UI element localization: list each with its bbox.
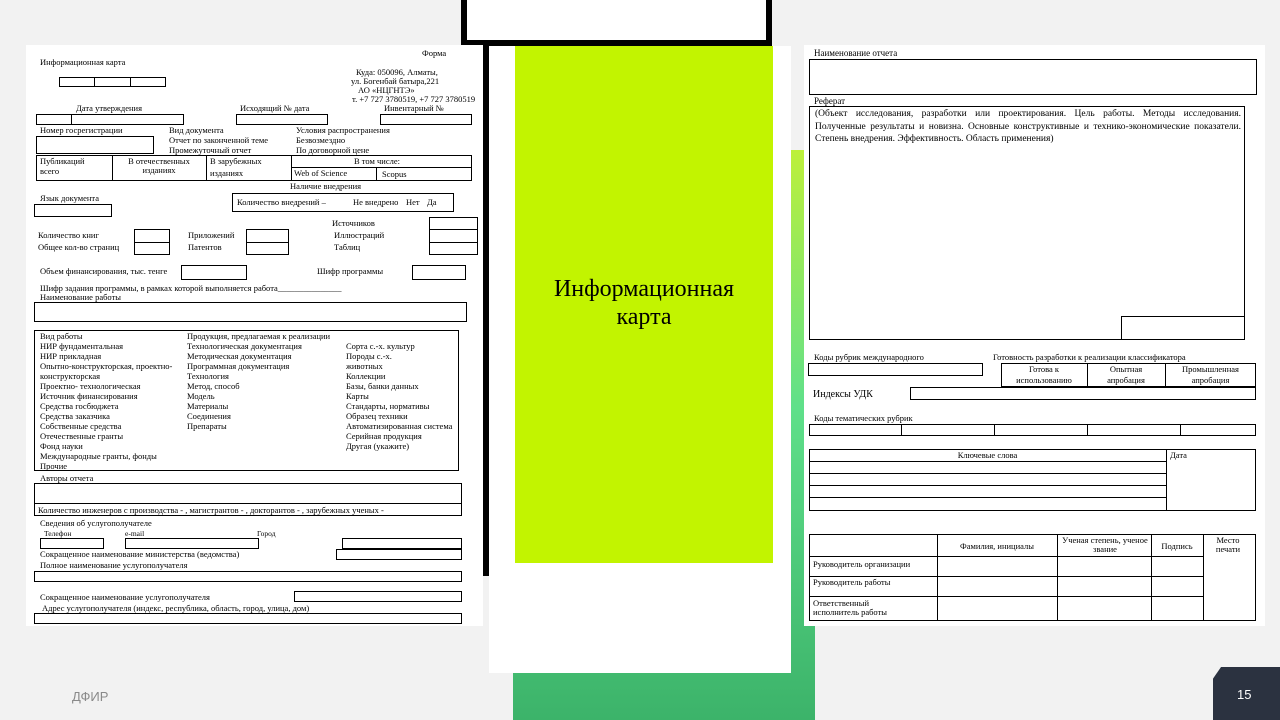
city-field[interactable]: [342, 538, 462, 549]
sources-field[interactable]: [429, 217, 478, 255]
product-item: Метод, способ: [187, 381, 240, 391]
work-type-item: Опытно-конструкторская, проектно-: [40, 361, 173, 371]
pilot-1: Опытная: [1109, 364, 1143, 374]
ministry-short-label: Сокращенное наименование министерства (ведомства): [40, 549, 240, 559]
impl-count-label: Количество внедрений –: [237, 197, 326, 207]
state-reg-field[interactable]: [36, 136, 154, 154]
doc-type-label: Вид документа: [169, 125, 224, 135]
incl-label: В том числе:: [354, 156, 400, 166]
industrial-2: апробация: [1191, 375, 1230, 385]
email-label: e-mail: [125, 529, 145, 538]
intl-codes-field[interactable]: [808, 363, 983, 376]
product-item: животных: [346, 361, 383, 371]
ready-use-2: использованию: [1016, 375, 1072, 385]
doc-type-final: Отчет по законченной теме: [169, 135, 268, 145]
recipient-info-label: Сведения об услугополучателе: [40, 518, 152, 528]
foreign-1: В зарубежных: [210, 156, 262, 166]
work-type-item: Фонд науки: [40, 441, 83, 451]
code-cells: [59, 77, 166, 87]
work-type-item: Прочие: [40, 461, 68, 471]
product-item: Коллекции: [346, 371, 386, 381]
address-line-3: АО «НЦГНТЭ»: [358, 85, 415, 95]
product-item: Материалы: [187, 401, 229, 411]
phone-label: Телефон: [44, 529, 72, 538]
pubs-total-2: всего: [40, 166, 60, 176]
work-type-item: Проектно- технологическая: [40, 381, 141, 391]
work-type-item: НИР прикладная: [40, 351, 102, 361]
sign-header-signature: Подпись: [1161, 541, 1193, 551]
phone-field[interactable]: [40, 538, 104, 549]
pubs-total-1: Публикаций: [40, 156, 85, 166]
state-reg-label: Номер госрегистрации: [40, 125, 123, 135]
right-form-page: [804, 45, 1265, 626]
intl-codes-label: Коды рубрик международного: [814, 352, 924, 362]
product-item: Карты: [346, 391, 369, 401]
task-code-label: Шифр задания программы, в рамках которой выполняется работа_______________: [40, 283, 342, 293]
recipient-full-label: Полное наименование услугополучателя: [40, 560, 188, 570]
distribution-free: Безвозмездно: [296, 135, 346, 145]
outgoing-no-field[interactable]: [236, 114, 328, 125]
recipient-addr-label: Адрес услугополучателя (индекс, республика, область, город, улица, дом): [42, 603, 310, 613]
sign-header-stamp: Место печати: [1215, 535, 1241, 554]
pilot-2: апробация: [1107, 375, 1145, 385]
thematic-codes-field[interactable]: [809, 424, 1256, 436]
black-frame-top: [461, 0, 772, 46]
approval-date-field[interactable]: [36, 114, 184, 125]
work-type-item: Вид работы: [40, 331, 83, 341]
product-item: Технология: [187, 371, 229, 381]
slide-title-line2: карта: [616, 304, 672, 330]
inventory-no-label: Инвентарный №: [384, 103, 444, 113]
funding-label: Объем финансирования, тыс. тенге: [40, 266, 168, 276]
work-type-item: Средства заказчика: [40, 411, 110, 421]
work-type-item: НИР фундаментальная: [40, 341, 124, 351]
program-code-field[interactable]: [412, 265, 466, 280]
page-number: 15: [1237, 687, 1252, 702]
appendices-label: Приложений: [188, 230, 235, 240]
wos-label: Web of Science: [294, 168, 348, 178]
slide-title: [515, 275, 773, 331]
abstract-corner-box: [1121, 316, 1245, 340]
readiness-label: Готовность разработки к реализации классификатора: [993, 352, 1186, 362]
product-item: Породы с.-х.: [346, 351, 392, 361]
doc-type-interim: Промежуточный отчет: [169, 145, 252, 155]
report-name-label: Наименование отчета: [814, 48, 898, 58]
product-item: Стандарты, нормативы: [346, 401, 430, 411]
industrial-1: Промышленная: [1182, 364, 1239, 374]
abstract-text: (Объект исследования, разработки или проектирования. Цель работы. Методы исследования. Полученные результаты и новизна. Основные конструктивные и технико-экономические показатели. Степень внедрения. Эффективность. Область применения): [815, 109, 1241, 144]
total-pages-label: Общее кол-во страниц: [38, 242, 120, 252]
inventory-no-field[interactable]: [380, 114, 472, 125]
info-card-heading: Информационная карта: [40, 57, 126, 67]
foreign-2: изданиях: [210, 168, 244, 178]
city-label: Город: [257, 529, 276, 538]
keywords-header: Ключевые слова: [957, 450, 1018, 460]
work-name-label: Наименование работы: [40, 292, 121, 302]
udc-label: Индексы УДК: [813, 389, 873, 400]
left-form-page: [26, 45, 483, 626]
distribution-paid: По договорной цене: [296, 145, 370, 155]
ready-use-1: Готова к: [1028, 364, 1060, 374]
domestic-2: изданиях: [142, 165, 176, 175]
doc-lang-field[interactable]: [34, 204, 112, 217]
product-item: Методическая документация: [187, 351, 292, 361]
domestic-1: В отечественных: [128, 156, 190, 166]
udc-field[interactable]: [910, 387, 1256, 400]
engineers-label: Количество инженеров с производства - , магистрантов - , докторантов - , зарубежных ученых -: [38, 505, 384, 515]
product-item: Продукция, предлагаемая к реализации: [187, 331, 331, 341]
recipient-short-label: Сокращенное наименование услугополучателя: [40, 592, 210, 602]
thematic-codes-label: Коды тематических рубрик: [814, 413, 913, 423]
product-item: Технологическая документация: [187, 341, 302, 351]
sign-header-name: Фамилия, инициалы: [960, 541, 1034, 551]
product-item: Образец техники: [346, 411, 408, 421]
work-type-item: Собственные средства: [40, 421, 122, 431]
patents-label: Патентов: [188, 242, 222, 252]
email-field[interactable]: [125, 538, 259, 549]
work-name-field[interactable]: [34, 302, 467, 322]
funding-field[interactable]: [181, 265, 247, 280]
doc-lang-label: Язык документа: [40, 193, 100, 203]
impl-avail-label: Наличие внедрения: [290, 181, 362, 191]
work-type-item: Отечественные гранты: [40, 431, 124, 441]
work-type-item: Источник финансирования: [40, 391, 138, 401]
report-name-field[interactable]: [809, 59, 1257, 95]
form-label: Форма: [422, 48, 447, 58]
abstract-label: Реферат: [814, 96, 846, 106]
date-header: Дата: [1170, 450, 1187, 460]
no-label: Нет: [406, 197, 420, 207]
recipient-full-field[interactable]: [34, 571, 462, 582]
sign-row-work-head: Руководитель работы: [813, 577, 891, 587]
recipient-addr-field[interactable]: [34, 613, 462, 624]
work-type-item: Международные гранты, фонды: [40, 451, 157, 461]
sources-label: Источников: [332, 218, 375, 228]
product-item: Базы, банки данных: [346, 381, 419, 391]
work-type-item: конструкторская: [40, 371, 101, 381]
yes-label: Да: [427, 197, 437, 207]
product-item: Автоматизированная система: [346, 421, 453, 431]
program-code-label: Шифр программы: [317, 266, 384, 276]
product-item: Препараты: [187, 421, 227, 431]
address-line-1: Куда: 050096, Алматы,: [356, 67, 438, 77]
product-item: Программная документация: [187, 361, 290, 371]
distribution-label: Условия распространения: [296, 125, 390, 135]
product-item: Серийная продукция: [346, 431, 422, 441]
outgoing-no-label: Исходящий № дата: [240, 103, 310, 113]
slide-title-line1: Информационная: [553, 276, 735, 302]
work-type-item: Средства госбюджета: [40, 401, 119, 411]
recipient-short-field[interactable]: [294, 591, 462, 602]
sign-header-degree: Ученая степень, ученое звание: [1062, 535, 1148, 554]
authors-label: Авторы отчета: [40, 473, 94, 483]
sign-row-org-head: Руководитель организации: [813, 559, 911, 569]
scopus-label: Scopus: [382, 169, 407, 179]
sign-row-executor: Ответственный исполнитель работы: [813, 598, 887, 617]
product-item: Сорта с.-х. культур: [346, 341, 415, 351]
product-item: Модель: [187, 391, 215, 401]
product-item: Другая (укажите): [346, 441, 410, 451]
books-label: Количество книг: [38, 230, 99, 240]
illustrations-label: Иллюстраций: [334, 230, 385, 240]
product-item: Соединения: [187, 411, 231, 421]
footer-label: ДФИР: [72, 689, 109, 704]
ministry-short-field[interactable]: [336, 549, 462, 560]
address-line-2: ул. Богенбай батыра,221: [351, 76, 440, 86]
not-impl-label: Не внедрено: [353, 197, 399, 207]
approval-date-label: Дата утверждения: [76, 103, 142, 113]
tables-label: Таблиц: [334, 242, 361, 252]
address-line-4: т. +7 727 3780519, +7 727 3780519: [352, 94, 476, 104]
